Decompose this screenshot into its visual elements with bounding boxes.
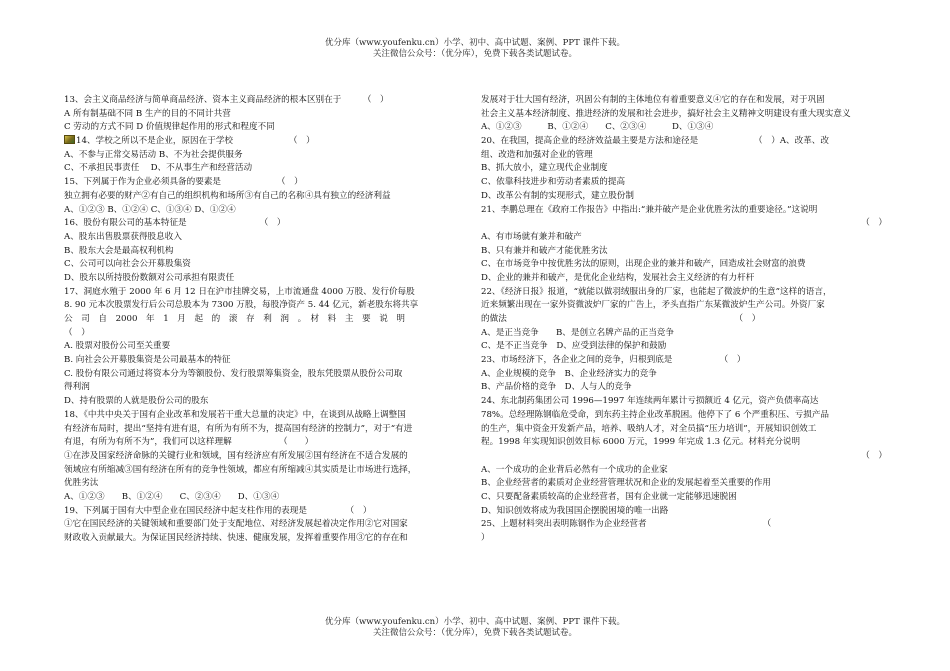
text-line: D、股东以所持股份数额对公司承担有限责任 bbox=[64, 272, 235, 283]
text-line: B、产品价格的竞争 D、人与人的竞争 bbox=[481, 382, 632, 393]
text-line: A、①②③ B、①②④ C、②③④ D、①③④ bbox=[64, 491, 280, 502]
text-line: C、不承担民事责任 D、不从事生产和经营活动 bbox=[64, 163, 253, 174]
question-14-stem: 14、学校之所以不是企业，原因在于学校 （ ） bbox=[76, 136, 315, 147]
text-line: A、一个成功的企业背后必然有一个成功的企业家 bbox=[481, 464, 668, 475]
text-line: 组、改造和加强对企业的管理 bbox=[481, 149, 593, 160]
text-line: ） bbox=[481, 533, 490, 543]
text-line: C、公司可以向社会公开募股集资 bbox=[64, 259, 191, 270]
text-line: A、是正当竞争 B、是创立名牌产品的正当竞争 bbox=[481, 327, 674, 338]
footer-line-2: 关注微信公众号：（优分库），免费下载各类试题试卷。 bbox=[372, 628, 577, 638]
text-line: 20、在我国，提高企业的经济效益最主要是方法和途径是 （ ）A、改革、改 bbox=[481, 136, 829, 147]
text-line: 8. 90 元本次股票发行后公司总股本为 7300 万股，每股净资产 5. 44 亿元，新老股东将共享 bbox=[64, 300, 419, 311]
page-header bbox=[0, 38, 950, 60]
text-line: B、股东大会是最高权利机构 bbox=[64, 245, 174, 256]
text-line: 17、洞庭水殖于 2000 年 6 月 12 日在沪市挂牌交易，上市流通盘 4000 万股、发行价每股 bbox=[64, 286, 415, 297]
text-line: 25、上题材料突出表明陈钢作为企业经营者 （ bbox=[481, 519, 772, 530]
text-line bbox=[64, 135, 468, 149]
text-line: 社会主义基本经济制度、推进经济的发展和社会进步，搞好社会主义精神文明建设有重大现实意义 bbox=[481, 108, 851, 119]
text-line: B. 向社会公开募股集资是公司最基本的特征 bbox=[64, 355, 231, 366]
text-line: C. 股份有限公司通过将资本分为等额股份、发行股票筹集资金，股东凭股票从股份公司取 bbox=[64, 368, 403, 379]
text-line: 公 司 自 2000 年 1 月 起 的 滚 存 利 润 。 材 料 主 要 说 明 bbox=[64, 314, 406, 324]
text-line: B、企业经营者的素质对企业经营管理状况和企业的发展起着至关重要的作用 bbox=[481, 478, 771, 489]
page-footer bbox=[0, 617, 950, 639]
text-line: A. 股票对股份公司至关重要 bbox=[64, 341, 171, 352]
text-line: 78%。总经理陈钢临危受命，到东药主持企业改革脱困。他停下了 6 个严重积压、亏损产品 bbox=[481, 409, 830, 420]
text-line: C、依靠科技进步和劳动者素质的提高 bbox=[481, 177, 626, 188]
text-line: A、不参与正常交易活动 B、不为社会提供服务 bbox=[64, 149, 243, 160]
text-line: A 所有制基础不同 B 生产的目的不同计共营 bbox=[64, 108, 231, 119]
text-line: B、只有兼并和破产才能优胜劣汰 bbox=[481, 245, 608, 256]
left-column bbox=[64, 94, 468, 546]
text-line: D、持有股票的人就是股份公司的股东 bbox=[64, 396, 209, 407]
text-line: D、知识创效将成为我国国企摆脱困境的唯一出路 bbox=[481, 505, 669, 516]
text-line: 22、《经济日报》报道，“就能以做羽绒服出身的厂家，也能起了微波炉的生意”这样的语言， bbox=[481, 286, 832, 297]
text-line: ①在涉及国家经济命脉的关键行业和领域，国有经济应有所发展②国有经济在不适合发展的 bbox=[64, 450, 408, 461]
header-line-1: 优分库（www.youfenku.cn）小学、初中、高中试题、案例、PPT 课件下载。 bbox=[325, 38, 625, 48]
text-line: B、抓大放小，建立现代企业制度 bbox=[481, 163, 608, 174]
text-line: A、①②③ B、①②④ C、①③④ D、①②④ bbox=[64, 204, 236, 215]
text-line: ①它在国民经济的关键领域和重要部门处于支配地位、对经济发展起着决定作用②它对国家 bbox=[64, 519, 408, 530]
text-line: C、只要配备素质较高的企业经营者，国有企业就一定能够迅速脱困 bbox=[481, 491, 737, 502]
book-icon bbox=[64, 135, 75, 144]
text-line: 19、下列属于国有大中型企业在国民经济中起支柱作用的表现是 （ ） bbox=[64, 505, 372, 516]
text-line: 的做法 （ ） bbox=[481, 314, 761, 324]
text-line: D、企业的兼并和破产，是优化企业结构，发展社会主义经济的有力杆杆 bbox=[481, 272, 755, 283]
text-line: 18、《中共中央关于国有企业改革和发展若干重大总量的决定》中，在谈到从战略上调整国 bbox=[64, 409, 406, 420]
text-line: 的生产，集中资金开发新产品，培养、吸纳人才，对全员搞“压力培训”，开展知识创效工 bbox=[481, 423, 817, 434]
text-line: 13、会主义商品经济与简单商品经济、资本主义商品经济的根本区别在于 （ ） bbox=[64, 95, 389, 105]
text-line: （ ） bbox=[64, 327, 90, 338]
text-line: 优胜劣汰 bbox=[64, 478, 99, 489]
text-line: （ ） bbox=[861, 218, 887, 229]
text-line: 近来频繁出现在一家外资微波炉厂家的广告上，矛头直指广东某微波炉生产公司。外资厂家 bbox=[481, 300, 825, 311]
text-line: 财政收入贡献最大。为保证国民经济持续、快速、健康发展，发挥着重要作用③它的存在和 bbox=[64, 533, 408, 543]
text-line: 23、市场经济下，各企业之间的竞争，归根到底是 （ ） bbox=[481, 355, 746, 366]
header-line-2: 关注微信公众号：（优分库），免费下载各类试题试卷。 bbox=[372, 49, 577, 59]
text-line: C、在市场竞争中按优胜劣汰的原则，出现企业的兼并和破产，回造成社会财富的浪费 bbox=[481, 259, 806, 270]
text-line: 24、东北制药集团公司 1996—1997 年连续两年累计亏损额近 4 亿元，资产负债率高达 bbox=[481, 396, 819, 407]
text-line: 程。1998 年实现知识创效目标 6000 万元，1999 年完成 1.3 亿元。材料充分说明 bbox=[481, 437, 801, 448]
text-line: 独立拥有必要的财产②有自己的组织机构和场所③有自己的名称④具有独立的经济利益 bbox=[64, 190, 391, 201]
text-line: 16、股份有限公司的基本特征是 （ ） bbox=[64, 218, 286, 229]
text-line: 有退，有所为有所不为”，我们可以这样理解 （ ） bbox=[64, 437, 314, 448]
text-line: （ ） bbox=[861, 450, 887, 461]
text-line: A、有市场就有兼并和破产 bbox=[481, 231, 582, 242]
text-line: C、是不正当竞争 D、应受到法律的保护和鼓励 bbox=[481, 341, 667, 352]
text-line: 得利润 bbox=[64, 382, 90, 393]
text-line: D、改革公有制的实现形式，建立股份制 bbox=[481, 190, 634, 201]
text-line: A、①②③ B、①②④ C、②③④ D、①③④ bbox=[481, 122, 714, 133]
text-line: A、企业规模的竞争 B、企业经济实力的竞争 bbox=[481, 368, 657, 379]
text-line: 21、李鹏总理在《政府工作报告》中指出:“兼并破产是企业优胜劣汰的重要途径。”这说明 bbox=[481, 204, 818, 215]
text-line: 有经济布局时，提出“坚持有进有退，有所为有所不为，提高国有经济的控制力”，对于“有进 bbox=[64, 423, 413, 434]
right-column bbox=[481, 94, 887, 546]
footer-line-1: 优分库（www.youfenku.cn）小学、初中、高中试题、案例、PPT 课件下载。 bbox=[325, 617, 625, 627]
text-line: 15、下列属于作为企业必须具备的要素是 （ ） bbox=[64, 177, 303, 188]
text-line: A、股东出售股票获得股息收入 bbox=[64, 231, 182, 242]
text-line: 发展对于壮大国有经济，巩固公有制的主体地位有着重要意义④它的存在和发展，对于巩固 bbox=[481, 95, 825, 105]
text-line: C 劳动的方式不同 D 价值规律起作用的形式和程度不同 bbox=[64, 122, 275, 133]
text-line: 领域应有所缩减③国有经济在所有的竞争性领域，都应有所缩减④其实质是让市场进行选择， bbox=[64, 464, 417, 475]
